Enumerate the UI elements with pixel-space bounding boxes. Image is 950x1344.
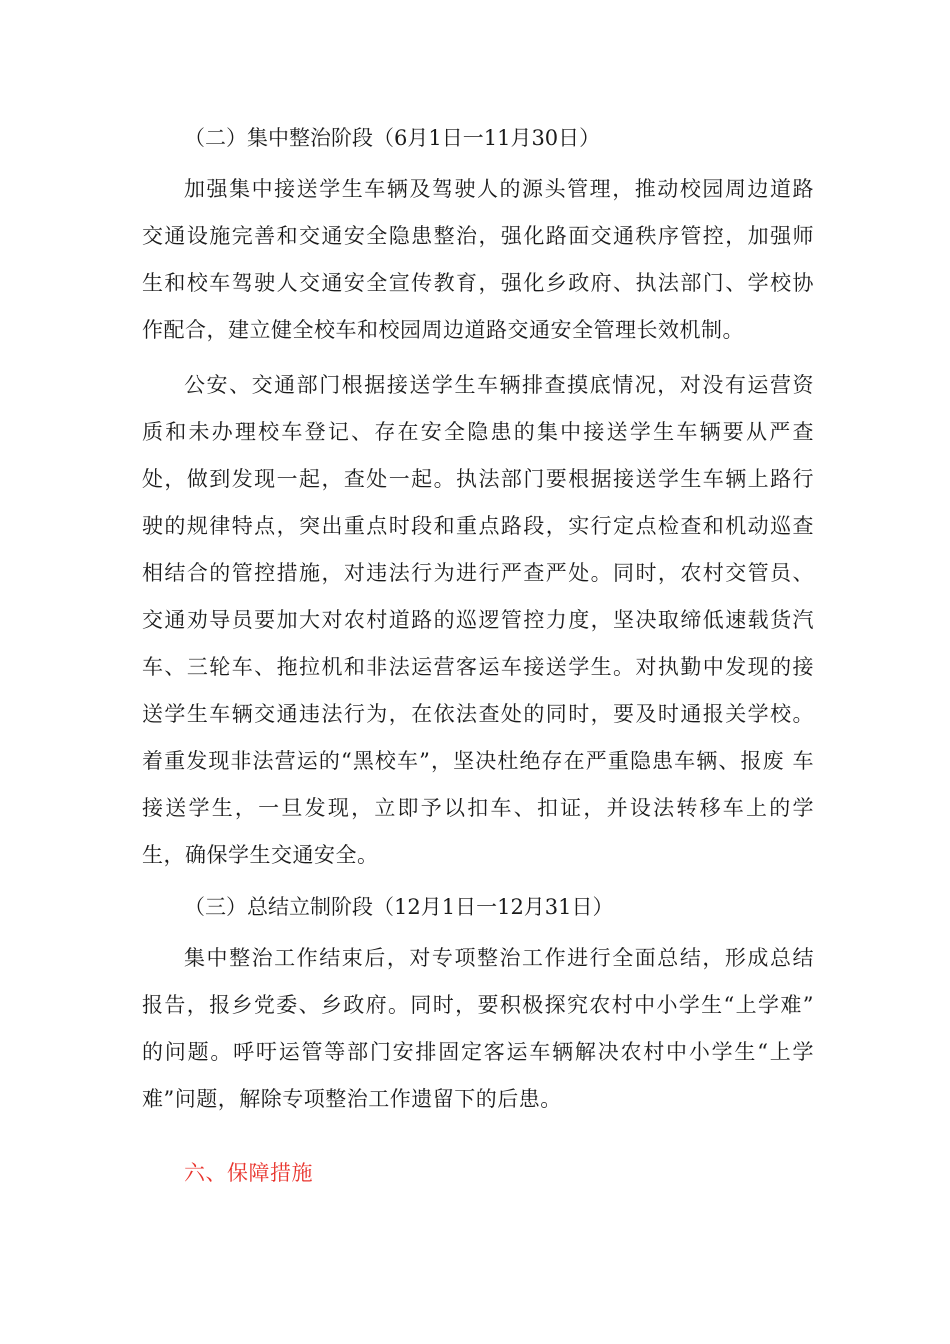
stage2-heading: （二）集中整治阶段（6月1日一11月30日） xyxy=(184,126,601,150)
stage2-paragraph-1: 加强集中接送学生车辆及驾驶人的源头管理，推动校园周边道路 交通设施完善和交通安全隐患整治，强化路面交通秩序管控，加强师 生和校车驾驶人交通安全宣传教育，强化乡政府、执法部门、学校协 作配合，建立健全校车和校园周边道路交通安全管理长效机制。 xyxy=(142,177,814,342)
stage2-paragraph-2: 公安、交通部门根据接送学生车辆排查摸底情况，对没有运营资 质和未办理校车登记、存在安全隐患的集中接送学生车辆要从严查 处，做到发现一起，查处一起。执法部门要根据接送学生车辆上路行 驶的规律特点，突出重点时段和重点路段，实行定点检查和机动巡查 相结合的管控措施，对违法行为进行严查严处。同时，农村交管员、 交通劝导员要加大对农村道路的巡逻管控力度，坚决取缔低速载货汽 车、三轮车、拖拉机和非法运营客运车接送学生。对执勤中发现的接 送学生车辆交通违法行为，在依法查处的同时，要及时通报关学校。 着重发现非法营运的“黑校车”，坚决杜绝存在严重隐患车辆、报废 车接送学生，一旦发现，立即予以扣车、扣证，并设法转移车上的学 生，确保学生交通安全。 xyxy=(142,373,814,867)
stage3-heading: （三）总结立制阶段（12月1日一12月31日） xyxy=(184,895,614,919)
section-6-title: 六、保障措施 xyxy=(184,1161,313,1185)
document-page xyxy=(142,118,814,1193)
stage3-paragraph-1: 集中整治工作结束后，对专项整治工作进行全面总结，形成总结 报告，报乡党委、乡政府。同时，要积极探究农村中小学生“上学难” 的问题。呼吁运管等部门安排固定客运车辆解决农村中小学生“上学难”问题，解除专项整治工作遗留下的后患。 xyxy=(142,946,814,1111)
